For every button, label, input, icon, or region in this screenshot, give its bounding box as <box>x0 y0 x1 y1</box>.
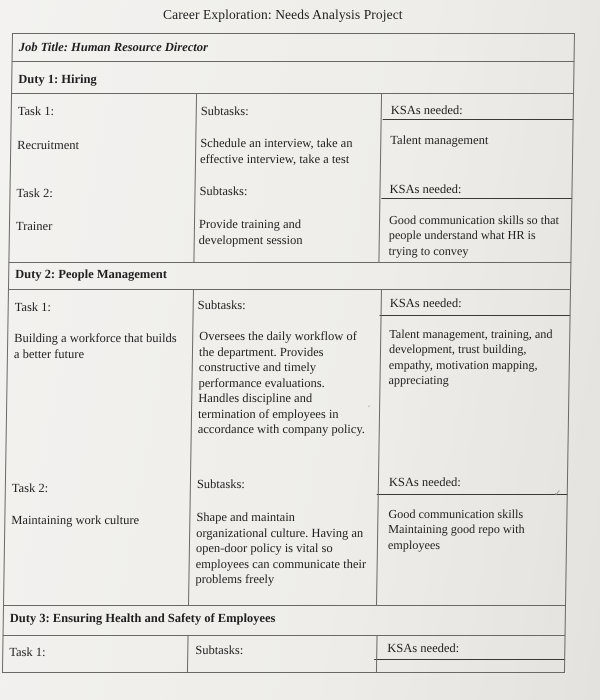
ksas-label: KSAs needed: <box>388 475 461 489</box>
subtasks-label: Subtasks: <box>199 184 248 198</box>
table-rule <box>376 635 378 672</box>
document-heading: Career Exploration: Needs Analysis Project <box>163 7 403 22</box>
subtasks-text: Schedule an interview, take an effective interview, take a test <box>199 136 353 166</box>
ksa-rule <box>374 659 565 660</box>
ksas-text: Good communication skills so that people understand what HR is trying to convey <box>388 213 560 258</box>
task-name: Maintaining work culture <box>11 513 140 527</box>
table-rule <box>2 672 565 673</box>
ksas-text: Good communication skills Maintaining good repo with employees <box>387 507 525 552</box>
duty-title: Duty 1: Hiring <box>18 72 97 86</box>
pencil-mark-icon: ′ <box>367 405 371 415</box>
task-label: Task 2: <box>11 481 49 495</box>
task-label: Task 1: <box>14 300 52 314</box>
task-label: Task 2: <box>16 186 53 200</box>
subtasks-text: Provide training and development session <box>198 217 303 247</box>
needs-analysis-table <box>2 33 575 673</box>
ksas-label: KSAs needed: <box>389 182 462 196</box>
job-title: Job Title: Human Resource Director <box>18 40 209 54</box>
table-rule <box>187 635 189 672</box>
subtasks-text: Oversees the daily workflow of the department. Provides constructive and timely performance evaluations. Handles discipline and termination of employees in accordance with company policy. <box>197 329 366 436</box>
table-rule <box>378 93 382 262</box>
table-rule <box>3 605 566 606</box>
table-rule <box>12 61 575 62</box>
task-name: Trainer <box>15 219 53 233</box>
table-rule <box>12 33 575 34</box>
task-label: Task 1: <box>17 104 55 118</box>
ksas-text: Talent management, training, and development, trust building, empathy, motivation mapping, appreciating <box>388 327 553 387</box>
ksa-rule <box>377 494 568 495</box>
ksa-rule <box>383 119 574 120</box>
ksa-rule <box>381 198 572 199</box>
subtasks-label: Subtasks: <box>200 104 249 118</box>
table-rule <box>188 289 194 605</box>
duty-title: Duty 2: People Management <box>15 267 168 281</box>
subtasks-label: Subtasks: <box>197 298 246 312</box>
ksas-label: KSAs needed: <box>390 103 463 117</box>
table-rule <box>11 93 574 94</box>
table-rule <box>376 289 382 605</box>
table-rule <box>8 289 571 290</box>
subtasks-text: Shape and maintain organizational culture. Having an open-door policy is vital so employees can communicate their problems freely <box>195 510 367 586</box>
ksas-label: KSAs needed: <box>387 641 460 655</box>
duty-title: Duty 3: Ensuring Health and Safety of Employees <box>9 611 276 625</box>
table-rule <box>193 93 197 262</box>
subtasks-label: Subtasks: <box>195 643 244 657</box>
subtasks-label: Subtasks: <box>196 477 245 491</box>
ksas-label: KSAs needed: <box>389 296 462 310</box>
task-name: Building a workforce that builds a better future <box>13 331 177 361</box>
task-label: Task 1: <box>9 645 46 659</box>
ksa-rule <box>380 315 571 316</box>
table-rule <box>8 262 571 263</box>
ksas-text: Talent management <box>390 133 489 147</box>
table-rule <box>2 33 13 672</box>
pencil-mark-icon: ✓ <box>553 489 562 499</box>
table-rule <box>3 635 566 636</box>
task-name: Recruitment <box>17 138 80 152</box>
